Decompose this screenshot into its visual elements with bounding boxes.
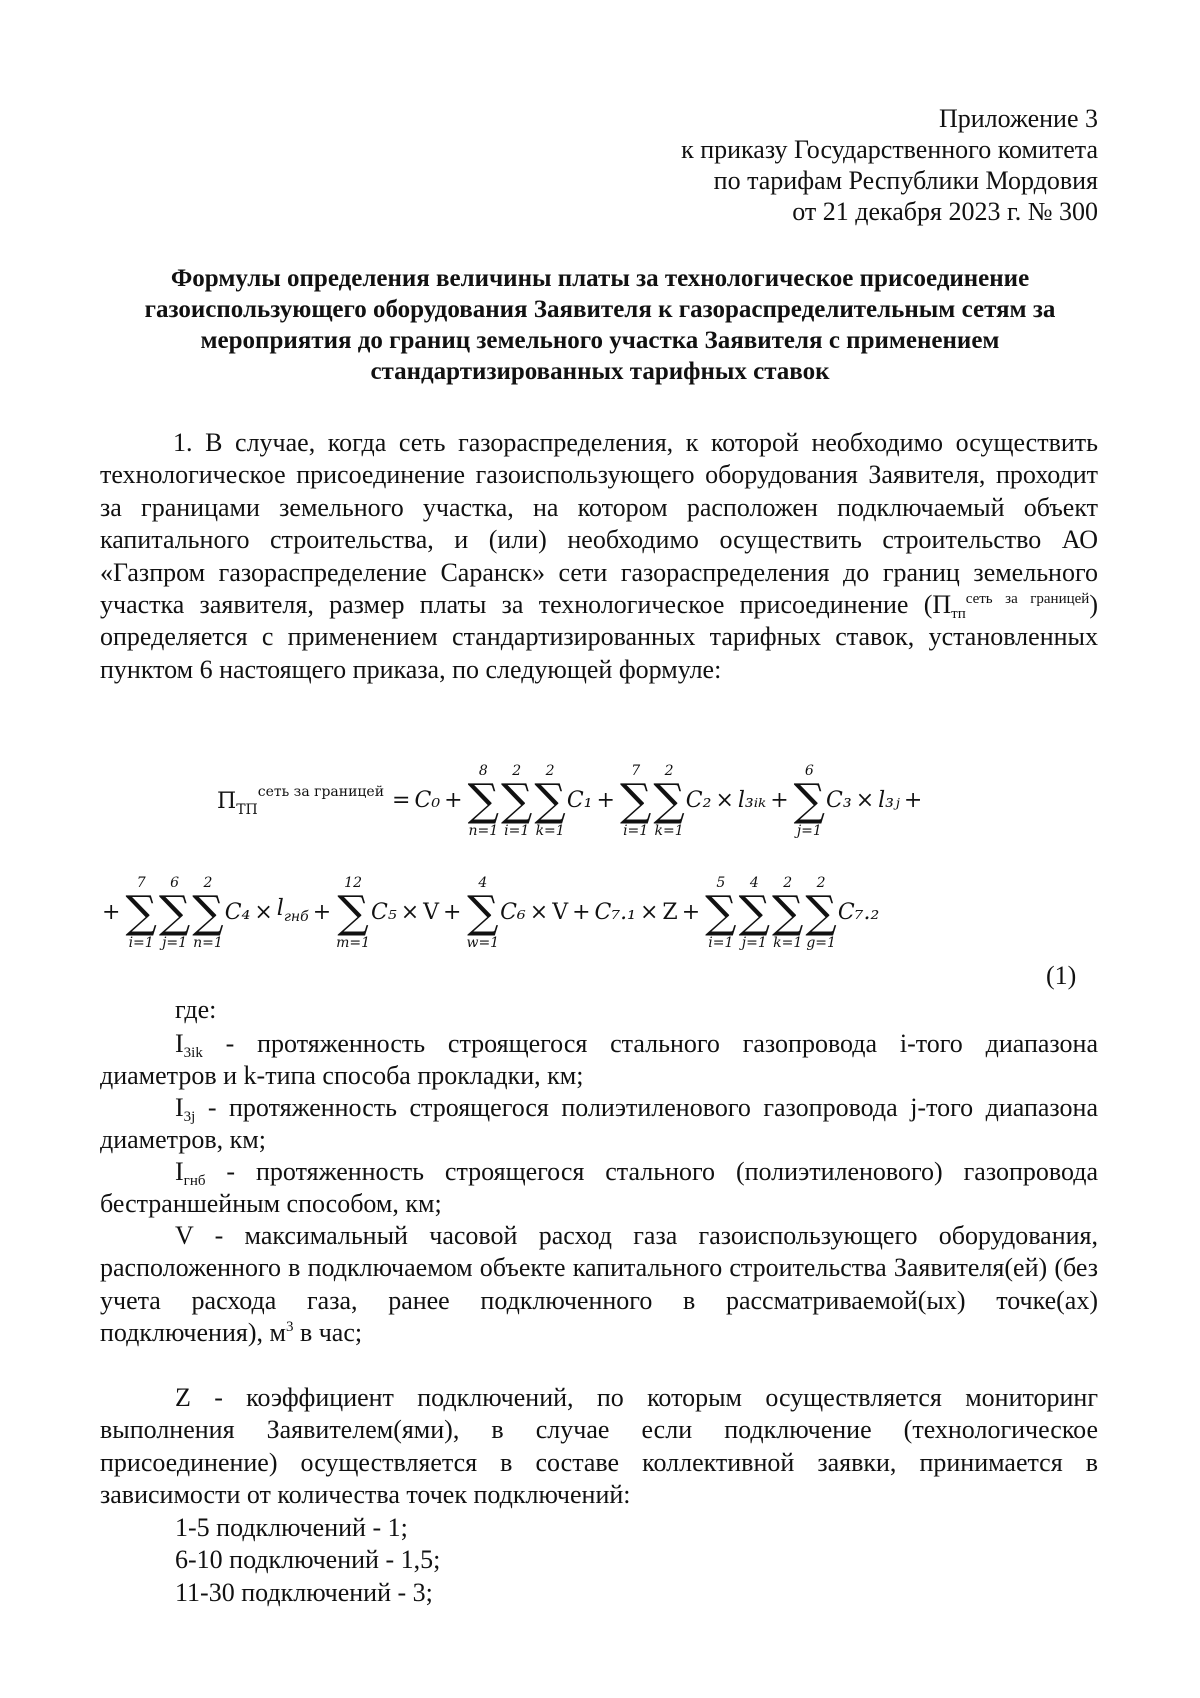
formula-plus: + (444, 788, 463, 813)
payment-symbol-sub: тп (951, 606, 966, 623)
formula-equals: = (392, 788, 411, 813)
formula-times: × (715, 788, 734, 813)
sum-i: 7 ∑ i=1 (619, 763, 652, 839)
formula-line-1 (213, 756, 926, 846)
connections-list (175, 1512, 440, 1609)
formula-c2: C₂ (685, 788, 712, 813)
definition-l3j: $I_{3j}$ - протяженность строящегося полиэтиленового газопровода j-того диапазона диаметров, км; (100, 1093, 1098, 1155)
equation-number: (1) (1046, 961, 1077, 990)
definition-v: V - максимальный часовой расход газа газоиспользующего оборудования, расположенного в подключаемом объекте капитального строительства Заявителя(ей) (без учета расхода газа, ранее подключенного в рассматриваемой(ых) точке(ах) подключения), $м^3$ в час; (100, 1221, 1098, 1348)
sum-w: 4 ∑ w=1 (466, 875, 500, 951)
formula-lhs: $П_{ТП}^{сеть за границей}$ (217, 784, 385, 818)
where-label: где: (175, 995, 217, 1024)
formula-l3j: l₃ⱼ (878, 788, 900, 813)
sum-m: 12 ∑ m=1 (336, 875, 371, 951)
formula-plus: + (102, 900, 121, 925)
formula-plus: + (312, 900, 332, 925)
sum-g: 2 ∑ g=1 (805, 875, 837, 951)
list-item: 11-30 подключений - 3; (175, 1577, 433, 1607)
formula-c71: C₇.₁ (594, 900, 636, 925)
appendix-line-1: Приложение 3 (938, 104, 1098, 133)
formula-z: Z (662, 900, 678, 925)
formula-c0: C₀ (414, 788, 441, 813)
formula-plus: + (770, 788, 789, 813)
formula-c4: C₄ (224, 900, 251, 925)
sum-i: 7 ∑ i=1 (125, 875, 157, 951)
definition-lgnb: $I_{гнб}$ - протяженность строящегося стального (полиэтиленового) газопровода бестраншейным способом, км; (100, 1157, 1098, 1219)
formula-times: × (400, 900, 420, 925)
formula-plus: + (443, 900, 462, 925)
sum-j: 6 ∑ j=1 (793, 763, 826, 839)
formula-times: × (855, 788, 875, 813)
formula-times: × (529, 900, 549, 925)
formula-l3ik: l₃ᵢₖ (737, 788, 767, 813)
formula-c3: C₃ (826, 788, 852, 813)
sum-k: 2 ∑ k=1 (772, 875, 804, 951)
payment-symbol-sup: сеть за границей (965, 591, 1090, 608)
formula-line-2 (98, 868, 879, 958)
formula-c1: C₁ (566, 788, 593, 813)
formula-c5: C₅ (371, 900, 397, 925)
sum-i: 2 ∑ i=1 (501, 763, 533, 839)
formula-times: × (639, 900, 659, 925)
appendix-line-3: по тарифам Республики Мордовия (713, 166, 1098, 195)
formula-plus: + (903, 788, 923, 813)
formula-v: V (552, 900, 569, 925)
formula-plus: + (681, 900, 701, 925)
sum-k: 2 ∑ k=1 (534, 763, 566, 839)
sum-k: 2 ∑ k=1 (653, 763, 685, 839)
formula-lgnb: $l_{гнб}$ (276, 896, 309, 925)
paragraph-1 (100, 427, 1098, 686)
list-item: 1-5 подключений - 1; (175, 1513, 408, 1542)
sum-i: 5 ∑ i=1 (705, 875, 737, 951)
list-item: 6-10 подключений - 1,5; (175, 1545, 441, 1575)
sum-n: 8 ∑ n=1 (467, 763, 499, 839)
paragraph-1-text: 1. В случае, когда сеть газораспределения, к которой необходимо осуществить технологическое присоединение газоиспользующего оборудования Заявителя, проходит за границами земельного участка, на котором расположен подключаемый объект капитального строительства, и (или) необходимо осуществить строительство АО «Газпром газораспределение Саранск» сети газораспределения до границ земельного участка заявителя, размер платы за технологическое присоединение (П (100, 428, 1098, 620)
formula-v: V (423, 900, 440, 925)
formula-plus: + (572, 900, 591, 925)
document-title: Формулы определения величины платы за технологическое присоединение газоиспользующего оборудования Заявителя к газораспределительным сетям за мероприятия до границ земельного участка Заявителя с применением стандартизированных тарифных ставок (144, 265, 1056, 385)
definition-z: Z - коэффициент подключений, по которым осуществляется мониторинг выполнения Заявителем(ями), в случае если подключение (технологическое присоединение) осуществляется в составе коллективной заявки, принимается в зависимости от количества точек подключений: (100, 1383, 1098, 1510)
sum-j: 6 ∑ j=1 (158, 875, 191, 951)
formula-c72: C₇.₂ (837, 900, 880, 925)
definition-l3ik: $I_{3ik}$ - протяженность строящегося стального газопровода i-того диапазона диаметров и k-типа способа прокладки, км; (100, 1029, 1098, 1091)
appendix-line-2: к приказу Государственного комитета (681, 135, 1098, 164)
formula-plus: + (596, 788, 615, 813)
sum-n: 2 ∑ n=1 (192, 875, 224, 951)
formula-c6: C₆ (500, 900, 526, 925)
formula-times: × (254, 900, 273, 925)
sum-j: 4 ∑ j=1 (738, 875, 770, 951)
appendix-line-4: от 21 декабря 2023 г. № 300 (792, 197, 1098, 226)
paragraph-1-tail: ) определяется с применением стандартизированных тарифных ставок, установленных пунктом 6 настоящего приказа, по следующей формуле: (100, 590, 1098, 684)
appendix-header (560, 103, 1098, 227)
